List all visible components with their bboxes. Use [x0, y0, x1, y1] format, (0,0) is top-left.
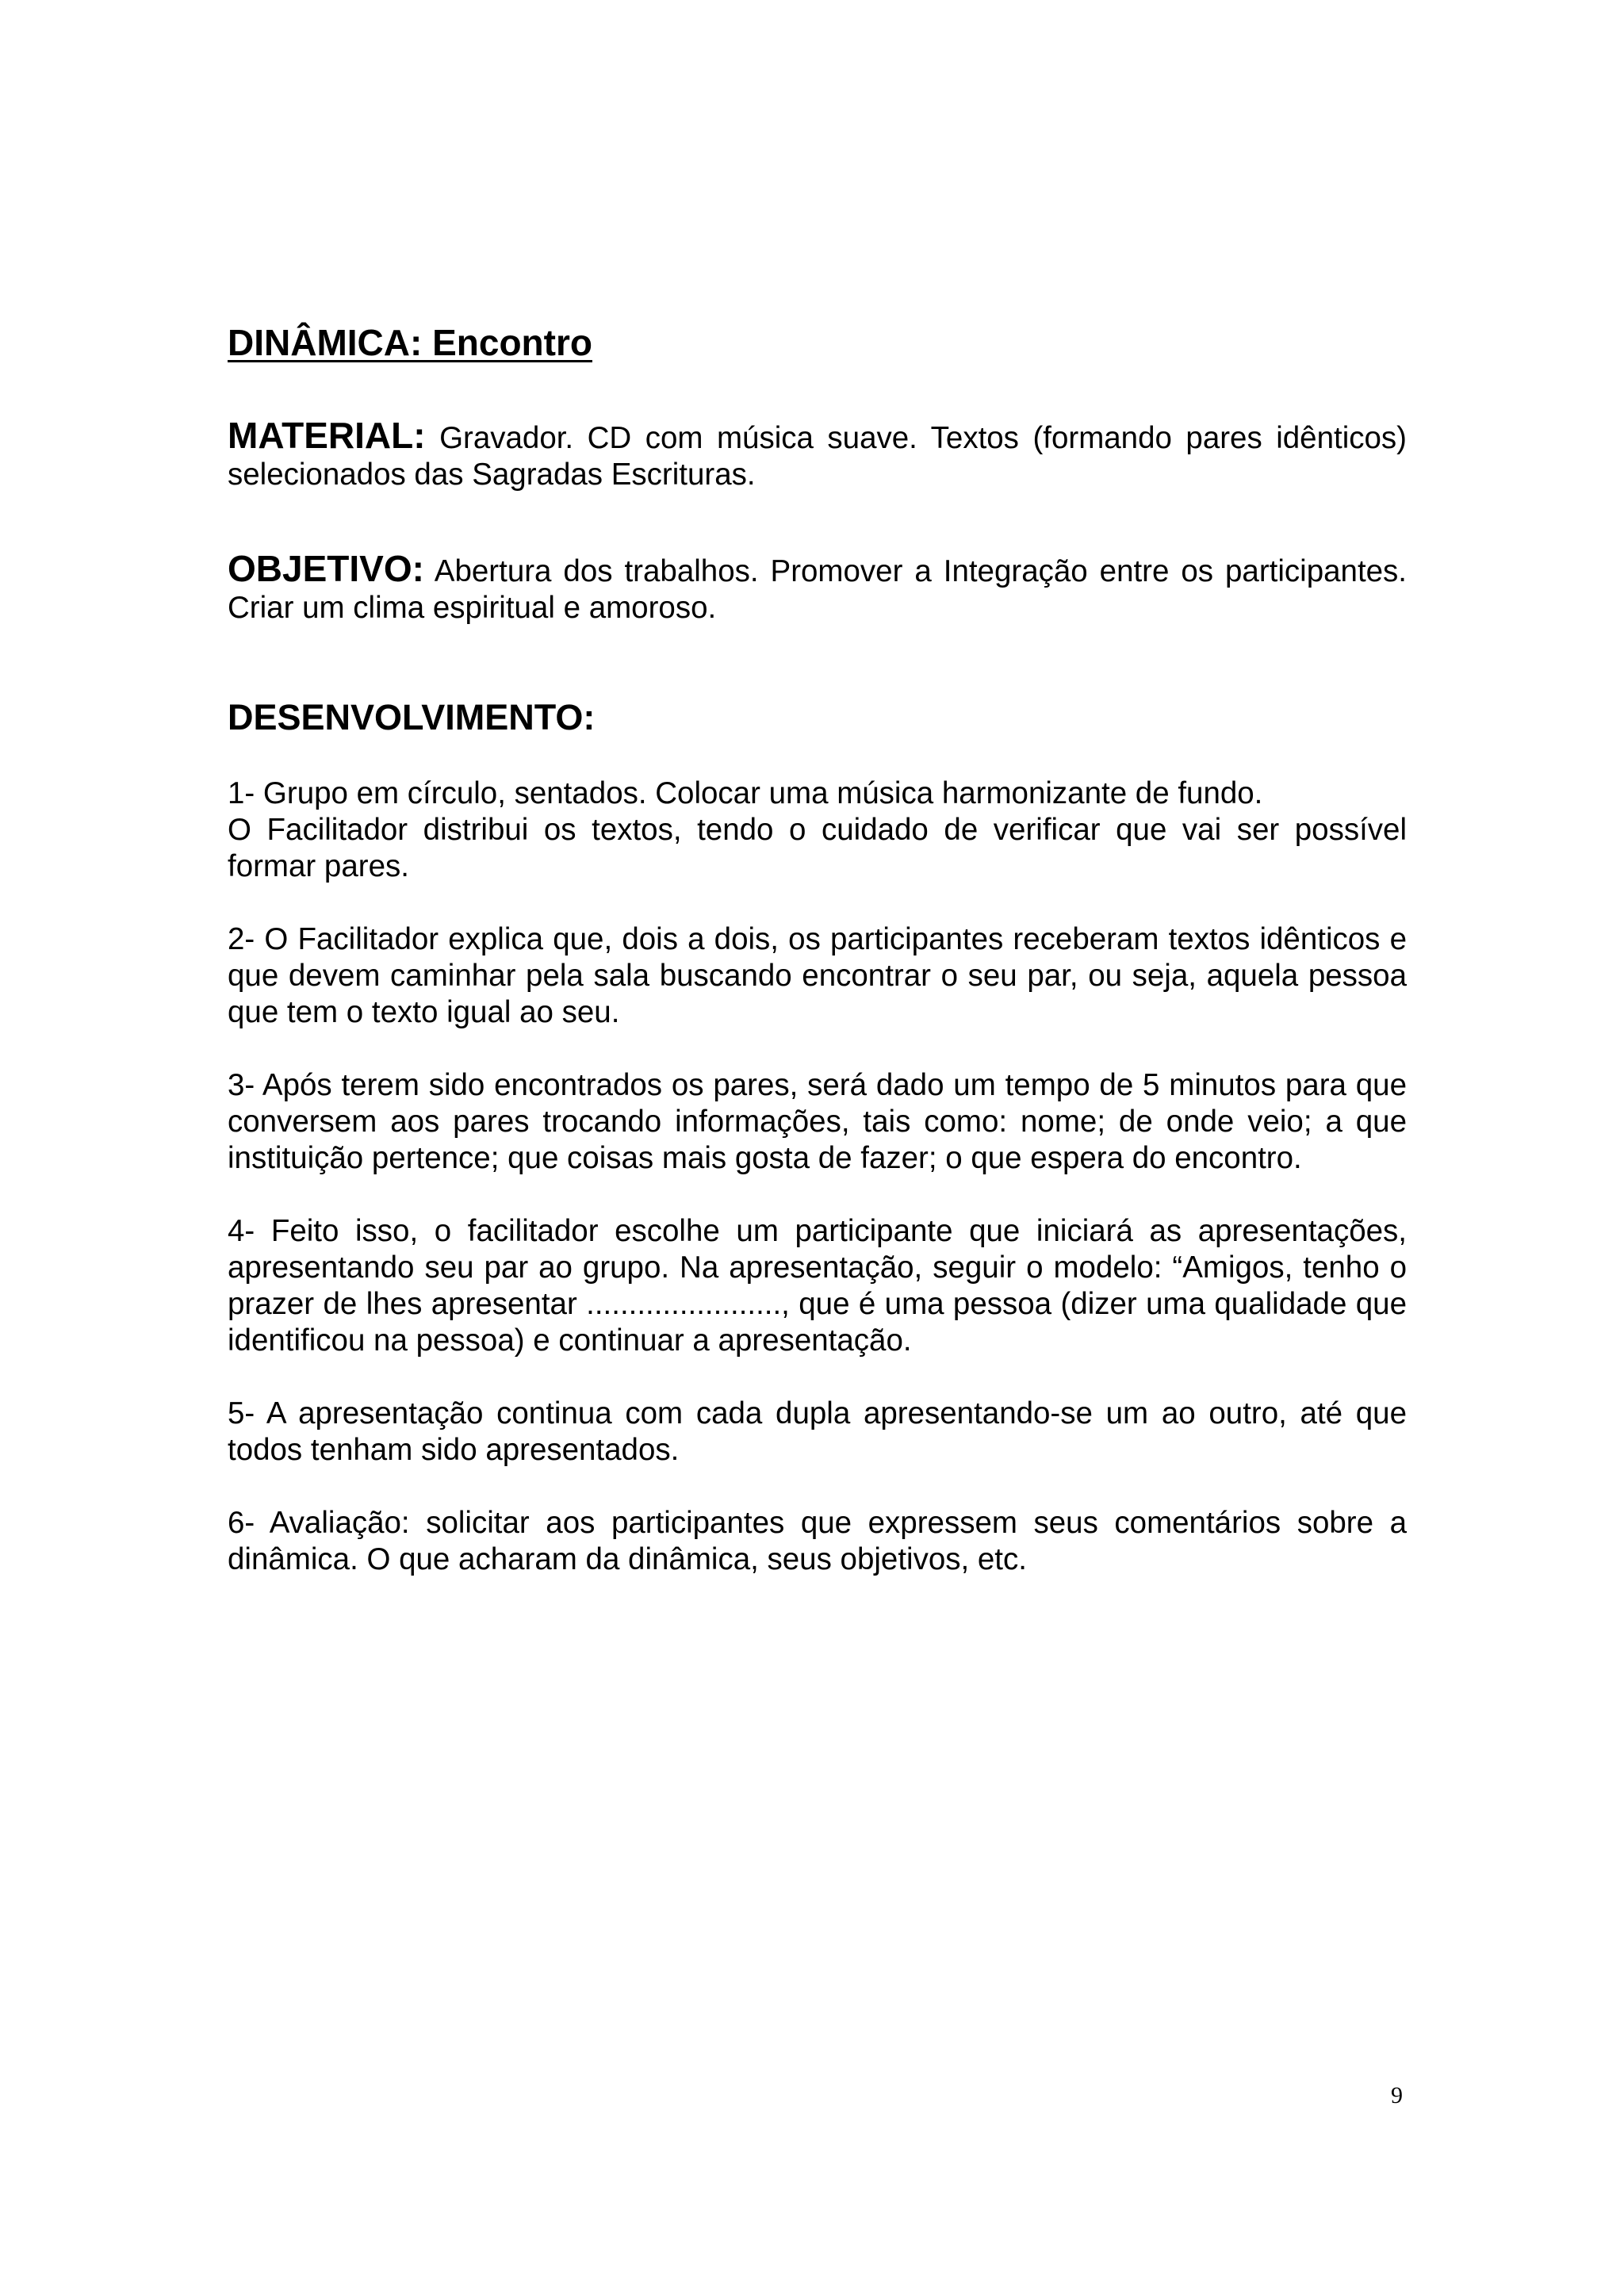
document-page [228, 321, 1407, 1614]
step-3: 3- Após terem sido encontrados os pares, será dado um tempo de 5 minutos para que conversem aos pares trocando informações, tais como: nome; de onde veio; a que instituição pertence; que coisas mais gosta de fazer; o que espera do encontro. [228, 1068, 1407, 1176]
step-6: 6- Avaliação: solicitar aos participantes que expressem seus comentários sobre a dinâmica. O que acharam da dinâmica, seus objetivos, etc. [228, 1506, 1407, 1577]
step-1-line-1: 1- Grupo em círculo, sentados. Colocar uma música harmonizante de fundo. [228, 776, 1263, 811]
material-paragraph [228, 417, 1407, 493]
step-4: 4- Feito isso, o facilitador escolhe um participante que iniciará as apresentações, apresentando seu par ao grupo. Na apresentação, seguir o modelo: “Amigos, tenho o prazer de lhes apresentar ......................., que é uma pessoa (dizer uma qualidade que identificou na pessoa) e continuar a apresentação. [228, 1214, 1407, 1358]
objetivo-paragraph [228, 550, 1407, 626]
step-5: 5- A apresentação continua com cada dupla apresentando-se um ao outro, até que todos tenham sido apresentados. [228, 1396, 1407, 1468]
objetivo-label: OBJETIVO: [228, 548, 424, 590]
desenvolvimento-heading: DESENVOLVIMENTO: [228, 697, 596, 738]
step-1 [228, 776, 1407, 885]
page-number: 9 [1391, 2082, 1403, 2108]
page-title: DINÂMICA: Encontro [228, 322, 592, 363]
material-label: MATERIAL: [228, 415, 426, 457]
step-1-line-2: O Facilitador distribui os textos, tendo o cuidado de verificar que vai ser possível formar pares. [228, 813, 1407, 884]
step-2: 2- O Facilitador explica que, dois a dois, os participantes receberam textos idênticos e que devem caminhar pela sala buscando encontrar o seu par, ou seja, aquela pessoa que tem o texto igual ao seu. [228, 922, 1407, 1030]
material-text: Gravador. CD com música suave. Textos (formando pares idênticos) selecionados das Sagradas Escrituras. [228, 421, 1407, 492]
objetivo-text: Abertura dos trabalhos. Promover a Integração entre os participantes. Criar um clima espiritual e amoroso. [228, 554, 1408, 626]
